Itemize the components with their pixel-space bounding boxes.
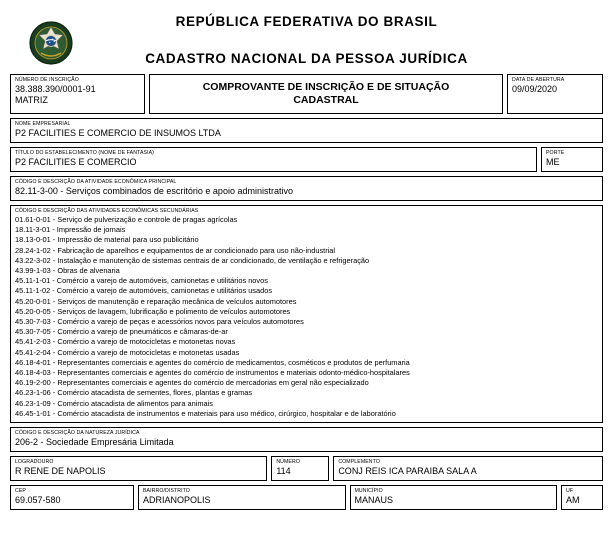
porte-label: PORTE (546, 150, 565, 156)
titulo-row (10, 147, 603, 172)
atividade-secundaria-item: 46.18-4-03 - Representantes comerciais e agentes do comércio de instrumentos e materiais odonto-médico-hospitalares (15, 368, 410, 378)
atividade-secundaria-item: 45.30-7-03 - Comércio a varejo de peças e acessórios novos para veículos automotores (15, 317, 304, 327)
inscricao-type: MATRIZ (15, 95, 48, 105)
porte-box (541, 147, 603, 172)
atividade-secundaria-item: 18.13-0-01 - Impressão de material para uso publicitário (15, 235, 199, 245)
atividade-secundaria-item: 45.41-2-04 - Comércio a varejo de motocicletas e motonetas usadas (15, 347, 240, 357)
atividade-secundaria-item: 46.19-2-00 - Representantes comerciais e agentes do comércio de mercadorias em geral não especializado (15, 378, 369, 388)
natureza-juridica-box (10, 427, 603, 452)
bairro-value: ADRIANOPOLIS (143, 495, 211, 506)
comprovante-box (149, 74, 503, 114)
complemento-label: COMPLEMENTO (338, 459, 380, 466)
endereco-row (10, 456, 603, 481)
atividade-secundaria-item: 46.18-4-01 - Representantes comerciais e agentes do comércio de medicamentos, cosméticos e produtos de perfumaria (15, 357, 410, 367)
titulo-box (10, 147, 537, 172)
top-row (10, 74, 603, 114)
numero-label: NÚMERO (276, 459, 300, 466)
atividade-secundaria-item: 45.30-7-05 - Comércio a varejo de pneumáticos e câmaras-de-ar (15, 327, 228, 337)
document-header (10, 6, 603, 74)
numero-value: 114 (276, 466, 291, 477)
abertura-label: DATA DE ABERTURA (512, 77, 565, 83)
municipio-box (350, 485, 558, 510)
atividade-secundaria-item: 45.20-0-05 - Serviços de lavagem, lubrificação e polimento de veículos automotores (15, 306, 291, 316)
comprovante-line2: CADASTRAL (293, 94, 359, 106)
logradouro-box (10, 456, 267, 481)
atividade-secundaria-item: 45.20-0-01 - Serviços de manutenção e reparação mecânica de veículos automotores (15, 296, 297, 306)
abertura-value: 09/09/2020 (512, 84, 558, 94)
cep-box (10, 485, 134, 510)
logradouro-value: R RENE DE NAPOLIS (15, 466, 106, 477)
atividade-secundaria-item: 28.24-1-02 - Fabricação de aparelhos e equipamentos de ar condicionado para uso não-industrial (15, 245, 336, 255)
inscricao-box (10, 74, 145, 114)
nome-empresarial-label: NOME EMPRESARIAL (15, 121, 71, 127)
abertura-box (507, 74, 603, 114)
atividade-secundaria-item: 43.99-1-03 - Obras de alvenaria (15, 266, 120, 276)
atividade-secundaria-item: 01.61-0-01 - Serviço de pulverização e controle de pragas agrícolas (15, 215, 238, 224)
complemento-box (333, 456, 603, 481)
nome-empresarial-value: P2 FACILITIES E COMERCIO DE INSUMOS LTDA (15, 128, 221, 138)
porte-value: ME (546, 157, 560, 167)
uf-value: AM (566, 495, 580, 506)
atividade-principal-value: 82.11-3-00 - Serviços combinados de escritório e apoio administrativo (15, 186, 293, 196)
atividade-principal-label: CÓDIGO E DESCRIÇÃO DA ATIVIDADE ECONÔMICA PRINCIPAL (15, 179, 177, 185)
title-republic: REPÚBLICA FEDERATIVA DO BRASIL (175, 14, 438, 29)
atividade-principal-box (10, 176, 603, 201)
municipio-value: MANAUS (354, 495, 394, 506)
cep-row (10, 485, 603, 510)
inscricao-label: NÚMERO DE INSCRIÇÃO (15, 77, 79, 83)
logradouro-label: LOGRADOURO (15, 459, 54, 466)
titulo-value: P2 FACILITIES E COMERCIO (15, 157, 137, 167)
bairro-label: BAIRRO/DISTRITO (143, 488, 190, 495)
municipio-label: MUNICÍPIO (354, 488, 383, 495)
title-cnpj: CADASTRO NACIONAL DA PESSOA JURÍDICA (145, 51, 468, 66)
uf-label: UF (566, 488, 574, 495)
cep-value: 69.057-580 (15, 495, 61, 506)
atividade-secundaria-item: 46.23-1-09 - Comércio atacadista de alimentos para animais (15, 398, 214, 408)
atividade-secundaria-item: 45.11-1-01 - Comércio a varejo de automóveis, camionetas e utilitários novos (15, 276, 268, 286)
atividade-secundaria-item: 46.45-1-01 - Comércio atacadista de instrumentos e materiais para uso médico, cirúrgico, hospitalar e de laboratório (15, 408, 396, 418)
numero-box (271, 456, 329, 481)
atividade-secundaria-item: 45.11-1-02 - Comércio a varejo de automóveis, camionetas e utilitários usados (15, 286, 273, 296)
atividade-secundaria-item: 45.41-2-03 - Comércio a varejo de motocicletas e motonetas novas (15, 337, 236, 347)
complemento-value: CONJ REIS ICA PARAIBA SALA A (338, 466, 477, 477)
atividades-secundarias-list (15, 215, 598, 419)
natureza-juridica-label: CÓDIGO E DESCRIÇÃO DA NATUREZA JURÍDICA (15, 430, 140, 437)
bairro-box (138, 485, 346, 510)
atividade-secundaria-item: 46.23-1-06 - Comércio atacadista de sementes, flores, plantas e gramas (15, 388, 253, 398)
uf-box (561, 485, 603, 510)
atividades-secundarias-box (10, 205, 603, 423)
cep-label: CEP (15, 488, 26, 495)
coat-of-arms-brazil-icon (28, 20, 74, 66)
natureza-juridica-value: 206-2 - Sociedade Empresária Limitada (15, 437, 174, 448)
inscricao-number: 38.388.390/0001-91 (15, 84, 96, 94)
header-titles (10, 6, 603, 66)
nome-empresarial-box (10, 118, 603, 143)
atividade-secundaria-item: 18.11-3-01 - Impressão de jornais (15, 225, 126, 235)
atividades-secundarias-label: CÓDIGO E DESCRIÇÃO DAS ATIVIDADES ECONÔMICAS SECUNDÁRIAS (15, 208, 199, 214)
titulo-label: TÍTULO DO ESTABELECIMENTO (NOME DE FANTASIA) (15, 150, 155, 156)
atividade-secundaria-item: 43.22-3-02 - Instalação e manutenção de sistemas centrais de ar condicionado, de ventilação e refrigeração (15, 255, 370, 265)
comprovante-line1: COMPROVANTE DE INSCRIÇÃO E DE SITUAÇÃO (202, 81, 450, 93)
